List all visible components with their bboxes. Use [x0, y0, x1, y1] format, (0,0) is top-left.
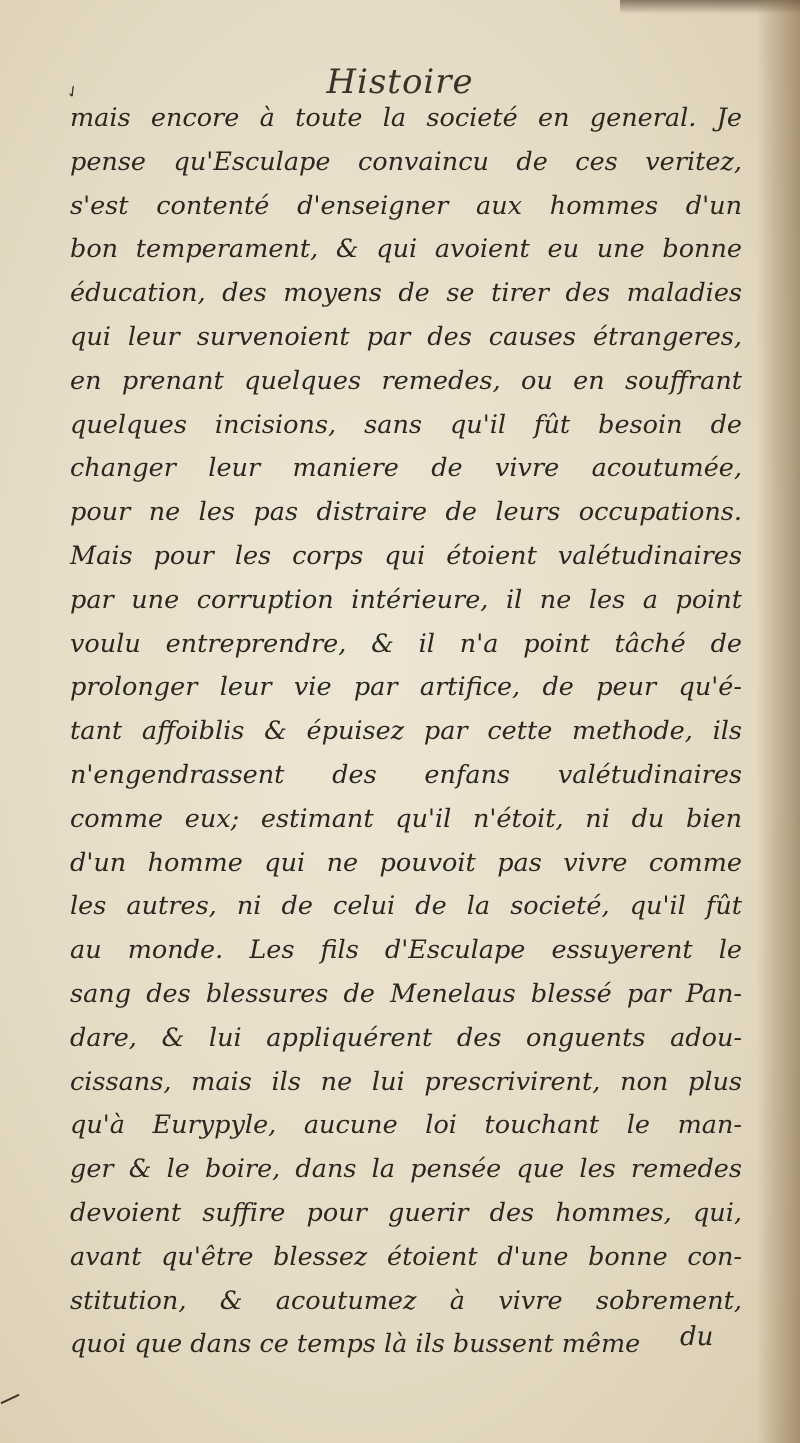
- text-line: les autres, ni de celui de la societé, qu'il fût: [70, 891, 742, 922]
- text-line: dare, & lui appliquérent des onguents adou-: [70, 1022, 742, 1053]
- text-line: s'est contenté d'enseigner aux hommes d'un: [70, 190, 742, 221]
- text-line: n'engendrassent des enfans valétudinaires: [70, 759, 742, 790]
- text-line: en prenant quelques remedes, ou en souffrant: [70, 365, 742, 396]
- text-line: pense qu'Esculape convaincu de ces veritez,: [70, 146, 742, 177]
- text-line: avant qu'être blessez étoient d'une bonne con-: [70, 1241, 742, 1272]
- text-line: prolonger leur vie par artifice, de peur qu'é-: [70, 672, 742, 703]
- text-line: cissans, mais ils ne lui prescrivirent, non plus: [70, 1066, 742, 1097]
- text-line: ger & le boire, dans la pensée que les remedes: [70, 1154, 742, 1185]
- text-line: par une corruption intérieure, il ne les a point: [70, 584, 742, 615]
- text-line: quelques incisions, sans qu'il fût besoin de: [70, 409, 742, 440]
- running-head: Histoire: [326, 62, 474, 102]
- text-line: sang des blessures de Menelaus blessé par Pan-: [70, 978, 742, 1009]
- ink-mark: ✓: [62, 79, 84, 104]
- catchword: du: [680, 1322, 714, 1352]
- text-line: changer leur maniere de vivre acoutumée,: [70, 453, 742, 484]
- binding-gutter: [756, 0, 800, 1443]
- ink-stroke: [1, 1394, 20, 1404]
- text-line: stitution, & acoutumez à vivre sobrement,: [70, 1285, 742, 1316]
- text-line: tant affoiblis & épuisez par cette methode, ils: [70, 716, 742, 747]
- text-line: voulu entreprendre, & il n'a point tâché de: [70, 628, 742, 659]
- text-line: d'un homme qui ne pouvoit pas vivre comme: [70, 847, 742, 878]
- text-line: éducation, des moyens de se tirer des maladies: [70, 278, 742, 309]
- text-line: Mais pour les corps qui étoient valétudinaires: [70, 540, 742, 571]
- body-text: [70, 97, 742, 1367]
- text-line: quoi que dans ce temps là ils bussent même: [70, 1329, 641, 1360]
- text-line: au monde. Les fils d'Esculape essuyerent le: [70, 935, 742, 966]
- text-line: bon temperament, & qui avoient eu une bonne: [70, 234, 742, 265]
- text-line: qu'à Eurypyle, aucune loi touchant le man-: [70, 1110, 742, 1141]
- text-line: qui leur survenoient par des causes étrangeres,: [70, 321, 742, 352]
- text-line: mais encore à toute la societé en general. Je: [70, 103, 742, 133]
- text-line: comme eux; estimant qu'il n'étoit, ni du bien: [70, 803, 742, 834]
- text-line: devoient suffire pour guerir des hommes, qui,: [70, 1197, 742, 1228]
- text-line: pour ne les pas distraire de leurs occupations.: [70, 497, 742, 528]
